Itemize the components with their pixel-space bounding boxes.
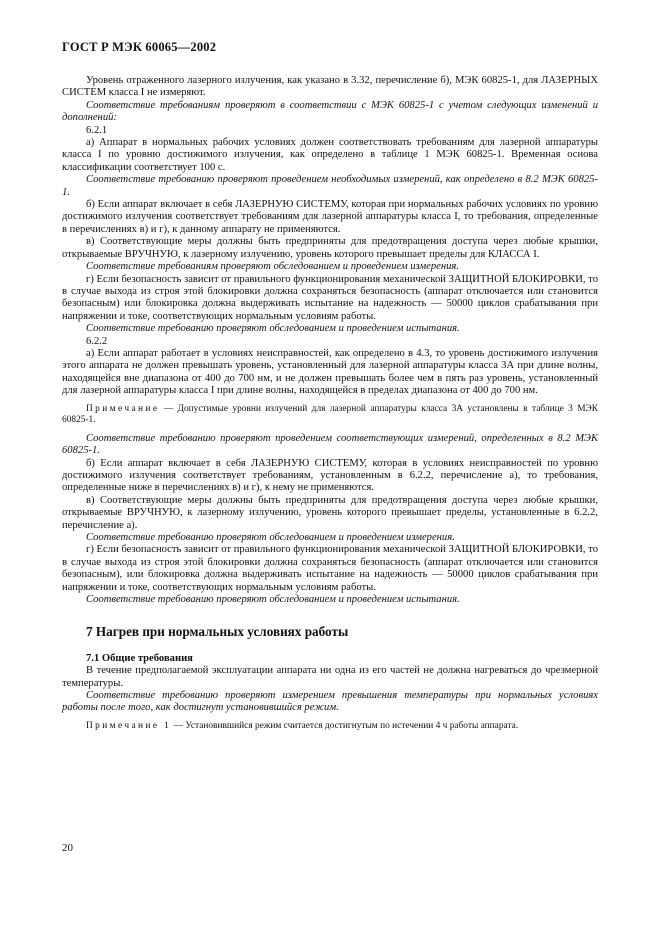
- note: [62, 404, 598, 427]
- compliance-paragraph: Соответствие требованию проверяют обследованием и проведением измерения.: [86, 532, 455, 543]
- note-label: Примечание: [86, 403, 160, 414]
- note-label: Примечание 1: [86, 720, 172, 731]
- paragraph: г) Если безопасность зависит от правильного функционирования механической ЗАЩИТНОЙ БЛОКИРОВКИ, то в случае выхода из строя этой блокировки должна сохраняться безопасность (аппарат отключается или становится безопасным), или блокировка должна выдерживать испытание на надежность — 50000 циклов срабатывания при напряжении и токе, соответствующих нормальным условиям работы.: [62, 544, 598, 593]
- note-text: — Допустимые уровни излучений для лазерной аппаратуры класса 3А установлены в таблице 3 МЭК 60825-1.: [62, 403, 598, 426]
- subsection-heading: 7.1 Общие требования: [86, 652, 193, 664]
- section-heading: 7 Нагрев при нормальных условиях работы: [86, 624, 349, 640]
- compliance-paragraph: Соответствие требованию проверяют измерением превышения температуры при нормальных условиях работы после того, как достигнут установившийся режим.: [62, 690, 598, 714]
- compliance-paragraph: Соответствие требованиям проверяют обследованием и проведением измерения.: [86, 261, 459, 273]
- note: [62, 721, 598, 733]
- document-header: ГОСТ Р МЭК 60065—2002: [62, 40, 217, 54]
- paragraph: б) Если аппарат включает в себя ЛАЗЕРНУЮ СИСТЕМУ, которая при нормальных рабочих условиях по уровню достижимого излучения соответствует требованиям для лазерной аппаратуры класса I, то требования, определенные в перечислениях в) и г), к данному аппарату не применяются.: [62, 199, 598, 235]
- page-number: 20: [62, 842, 73, 854]
- paragraph: а) Если аппарат работает в условиях неисправностей, как определено в 4.3, то уровень достижимого излучения этого аппарата не должен превышать уровень, установленный для лазерной аппаратуры класса 3А при длине волны, находящейся вне диапазона от 400 до 700 нм, и не должен превышать более чем в пять раз уровень, установленный для лазерной аппаратуры класса I при длине волны, находящейся в пределах диапазона от 400 до 700 нм.: [62, 347, 598, 397]
- compliance-paragraph: Соответствие требованию проверяют обследованием и проведением испытания.: [86, 594, 460, 606]
- paragraph: г) Если безопасность зависит от правильного функционирования механической ЗАЩИТНОЙ БЛОКИРОВКИ, то в случае выхода из строя этой блокировки должна сохраняться безопасность (аппарат отключается или становится безопасным) или блокировка должна выдерживать испытание на надежность — 50000 циклов срабатывания при напряжении и токе, соответствующих нормальным условиям работы.: [62, 273, 598, 322]
- paragraph: а) Аппарат в нормальных рабочих условиях должен соответствовать требованиям для лазерной аппаратуры класса I по уровню достижимого излучения, как определено в таблице 1 МЭК 60825-1. Временная основа классификации соответствует 100 с.: [62, 137, 598, 173]
- section-number: 6.2.1: [86, 124, 108, 136]
- paragraph: в) Соответствующие меры должны быть предприняты для предотвращения доступа через любые крышки, открываемые ВРУЧНУЮ, к лазерному излучению, уровень которого превышает пределы для КЛАССА I.: [62, 236, 598, 260]
- compliance-paragraph: Соответствие требованиям проверяют в соответствии с МЭК 60825-1 с учетом следующих изменений и дополнений:: [62, 99, 598, 124]
- paragraph: б) Если аппарат включает в себя ЛАЗЕРНУЮ СИСТЕМУ, которая в условиях неисправностей по уровню достижимого излучения соответствует требованиям, установленным в 6.2.2, перечисление а), то требования, определенные ниже в перечислениях в) и г), к нему не применяются.: [62, 457, 598, 494]
- section-number: 6.2.2: [86, 335, 108, 347]
- paragraph: Уровень отраженного лазерного излучения, как указано в 3.32, перечисление б), МЭК 60825-1, для ЛАЗЕРНЫХ СИСТЕМ класса I не измеряют.: [62, 75, 598, 99]
- document-body: [62, 75, 598, 738]
- note-text: — Установившийся режим считается достигнутым по истечении 4 ч работы аппарата.: [171, 720, 519, 731]
- compliance-paragraph: Соответствие требованию проверяют обследованием и проведением испытания.: [86, 323, 460, 335]
- compliance-paragraph: Соответствие требованию проверяют проведением необходимых измерений, как определено в 8.2 МЭК 60825-1.: [62, 174, 598, 198]
- compliance-paragraph: Соответствие требованию проверяют проведением соответствующих измерений, определенных в 8.2 МЭК 60825-1.: [62, 432, 598, 457]
- paragraph: В течение предполагаемой эксплуатации аппарата ни одна из его частей не должна нагреваться до чрезмерной температуры.: [62, 665, 598, 689]
- paragraph: в) Соответствующие меры должны быть предприняты для предотвращения доступа через любые крышки, открываемые ВРУЧНУЮ, к лазерному излучению, уровень которого превышает пределы, установленные в 6.2.2, перечисление а).: [62, 494, 598, 531]
